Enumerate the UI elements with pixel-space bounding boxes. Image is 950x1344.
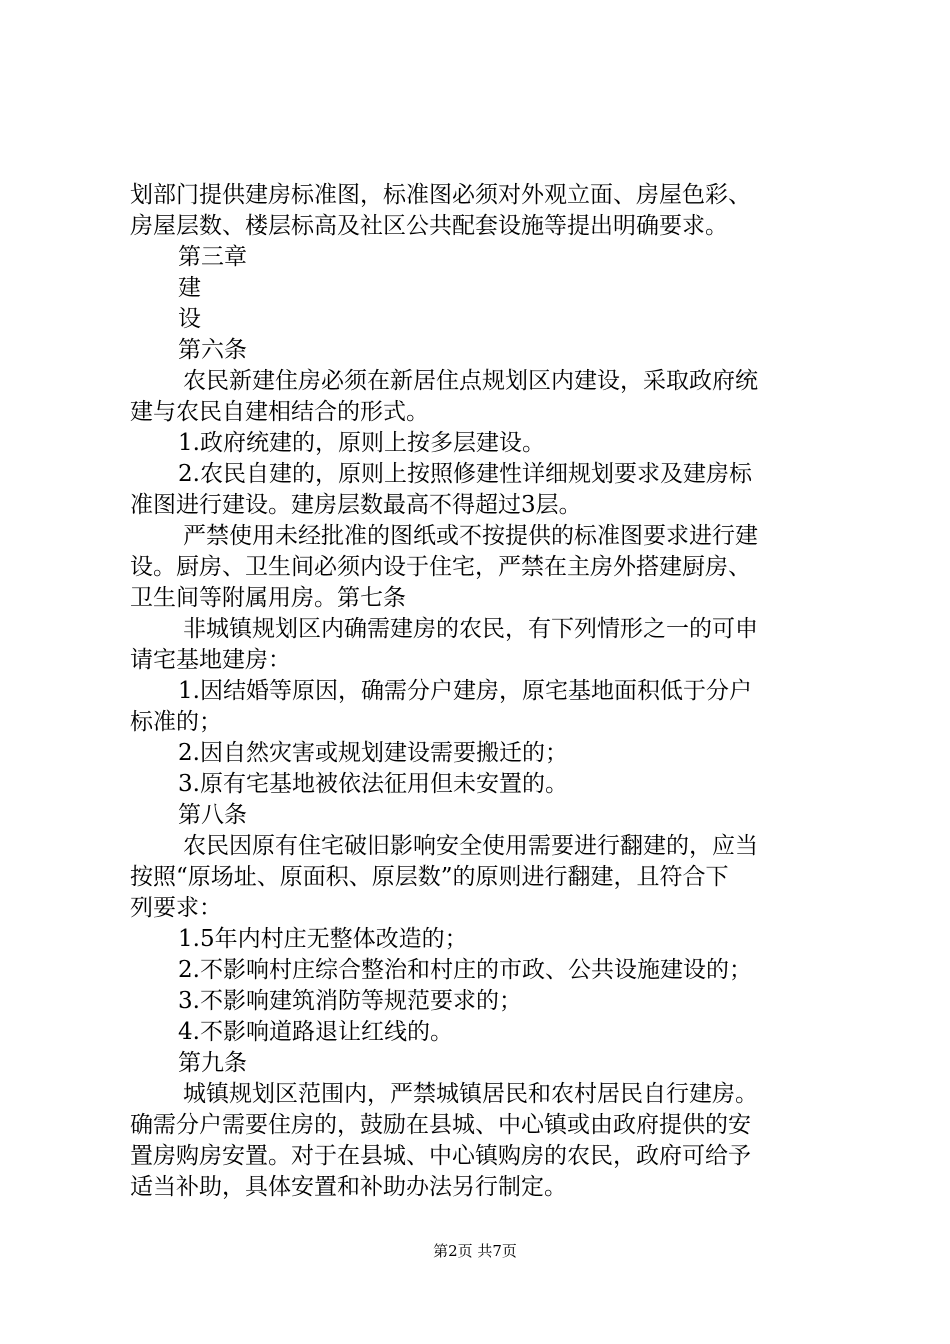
article-heading: 第六条 [178,337,247,363]
text-line: 城镇规划区范围内，严禁城镇居民和农村居民自行建房。 [183,1081,758,1107]
list-item: 1.5年内村庄无整体改造的； [178,926,468,952]
text-line: 适当补助，具体安置和补助办法另行制定。 [130,1174,567,1200]
text-line: 列要求： [130,895,222,921]
chapter-heading: 第三章 [178,244,247,270]
page-number-label: 第2页 共7页 [433,1242,517,1260]
text-line: 设。厨房、卫生间必须内设于住宅，严禁在主房外搭建厨房、 [130,554,751,580]
list-item: 4.不影响道路退让红线的。 [178,1019,453,1045]
list-item: 2.因自然灾害或规划建设需要搬迁的； [178,740,568,766]
text-line: 房屋层数、楼层标高及社区公共配套设施等提出明确要求。 [130,213,728,239]
text-line: 准图进行建设。建房层数最高不得超过3层。 [130,492,582,518]
list-item: 2.农民自建的，原则上按照修建性详细规划要求及建房标 [178,461,752,487]
list-item: 2.不影响村庄综合整治和村庄的市政、公共设施建设的； [178,957,752,983]
text-line: 划部门提供建房标准图，标准图必须对外观立面、房屋色彩、 [130,182,751,208]
chapter-title-char: 建 [178,275,201,301]
list-item: 3.不影响建筑消防等规范要求的； [178,988,522,1014]
article-heading: 第九条 [178,1050,247,1076]
text-line: 非城镇规划区内确需建房的农民，有下列情形之一的可申 [183,616,758,642]
text-line: 建与农民自建相结合的形式。 [130,399,429,425]
text-line: 请宅基地建房： [130,647,291,673]
text-line: 农民因原有住宅破旧影响安全使用需要进行翻建的，应当 [183,833,758,859]
text-line: 按照“原场址、原面积、原层数”的原则进行翻建，且符合下 [130,864,729,890]
list-item: 3.原有宅基地被依法征用但未安置的。 [178,771,568,797]
page-footer [0,1241,950,1261]
list-item: 1.政府统建的，原则上按多层建设。 [178,430,545,456]
text-line: 卫生间等附属用房。第七条 [130,585,406,611]
text-line: 确需分户需要住房的，鼓励在县城、中心镇或由政府提供的安 [130,1112,751,1138]
article-heading: 第八条 [178,802,247,828]
text-line: 严禁使用未经批准的图纸或不按提供的标准图要求进行建 [183,523,758,549]
list-item: 1.因结婚等原因，确需分户建房，原宅基地面积低于分户 [178,678,752,704]
text-line: 农民新建住房必须在新居住点规划区内建设，采取政府统 [183,368,758,394]
text-line: 置房购房安置。对于在县城、中心镇购房的农民，政府可给予 [130,1143,751,1169]
chapter-title-char: 设 [178,306,201,332]
text-line: 标准的； [130,709,222,735]
